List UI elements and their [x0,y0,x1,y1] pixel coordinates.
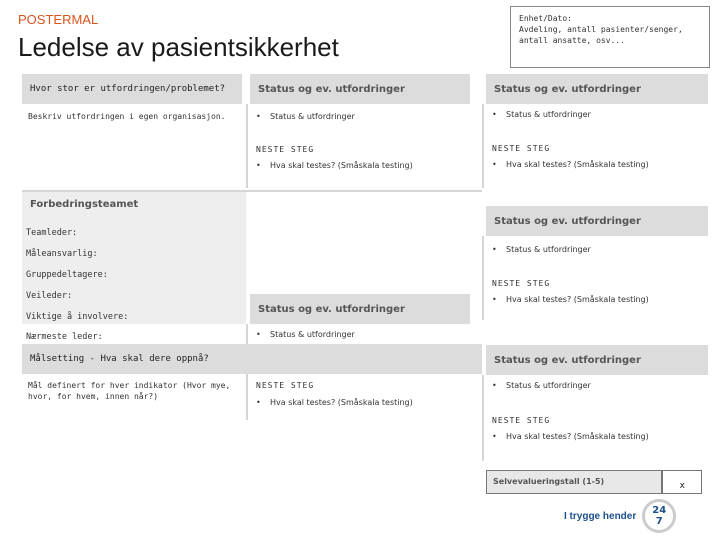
test-item-1: • Hva skal testes? (Småskala testing) [256,161,413,170]
status-item-4: • Status & utfordringer [256,330,355,339]
status-item-5: • Status & utfordringer [492,381,591,390]
test-text: Hva skal testes? (Småskala testing) [506,160,649,169]
poster-label: POSTERMAL [18,12,99,27]
status-item-3: • Status & utfordringer [492,245,591,254]
self-evaluation-value[interactable]: x [662,470,702,494]
self-evaluation-label: Selvevalueringstall (1-5) [486,470,662,494]
status-text: Status & utfordringer [506,245,591,254]
team-field-members[interactable]: Gruppedeltagere: [26,270,108,280]
goal-heading: Målsetting - Hva skal dere oppnå? [22,344,482,374]
status-text: Status & utfordringer [506,110,591,119]
team-field-measurement[interactable]: Måleansvarlig: [26,249,98,259]
test-item-5: • Hva skal testes? (Småskala testing) [492,432,649,441]
team-field-leader[interactable]: Teamleder: [26,228,78,238]
status-text: Status & utfordringer [506,381,591,390]
test-item-3: • Hva skal testes? (Småskala testing) [492,295,649,304]
problem-heading: Hvor stor er utfordringen/problemet? [22,74,242,104]
page-title: Ledelse av pasientsikkerhet [18,32,339,62]
team-field-advisor[interactable]: Veileder: [26,291,73,301]
test-text: Hva skal testes? (Småskala testing) [270,398,413,407]
status-heading-4: Status og ev. utfordringer [250,294,470,324]
meta-line: Avdeling, antall pasienter/senger, [519,25,683,34]
divider [482,236,484,320]
meta-line: Enhet/Dato: [519,14,572,23]
status-item-2: • Status & utfordringer [492,110,591,119]
logo-badge-top: 24 [652,505,667,516]
logo-text: I trygge hender [564,510,637,522]
team-field-involve[interactable]: Viktige å involvere: [26,312,129,322]
goal-line: hvor, for hvem, innen når?) [28,392,159,401]
goal-body [28,380,230,402]
meta-line: antall ansatte, osv... [519,36,625,45]
next-step-label-4: NESTE STEG [256,381,315,390]
divider [246,104,248,188]
team-heading: Forbedringsteamet [30,198,139,210]
next-step-label-5: NESTE STEG [492,416,551,425]
logo [556,496,686,536]
next-step-label-2: NESTE STEG [492,144,551,153]
next-step-label-1: NESTE STEG [256,145,315,154]
status-heading-3: Status og ev. utfordringer [486,206,708,236]
divider [482,104,484,188]
problem-body: Beskriv utfordringen i egen organisasjon. [28,112,226,121]
test-text: Hva skal testes? (Småskala testing) [270,161,413,170]
status-heading-1: Status og ev. utfordringer [250,74,470,104]
status-heading-5: Status og ev. utfordringer [486,345,708,375]
status-item-1: • Status & utfordringer [256,112,355,121]
test-text: Hva skal testes? (Småskala testing) [506,432,649,441]
test-text: Hva skal testes? (Småskala testing) [506,295,649,304]
divider [482,375,484,461]
goal-line: Mål definert for hver indikator (Hvor mye, [28,381,231,390]
team-field-manager[interactable]: Nærmeste leder: [26,332,103,342]
status-text: Status & utfordringer [270,112,355,121]
unit-date-box[interactable] [510,6,710,68]
test-item-4: • Hva skal testes? (Småskala testing) [256,398,413,407]
logo-badge-bottom: 7 [655,516,663,527]
next-step-label-3: NESTE STEG [492,279,551,288]
status-text: Status & utfordringer [270,330,355,339]
status-heading-2: Status og ev. utfordringer [486,74,708,104]
logo-badge-icon [642,499,676,533]
test-item-2: • Hva skal testes? (Småskala testing) [492,160,649,169]
